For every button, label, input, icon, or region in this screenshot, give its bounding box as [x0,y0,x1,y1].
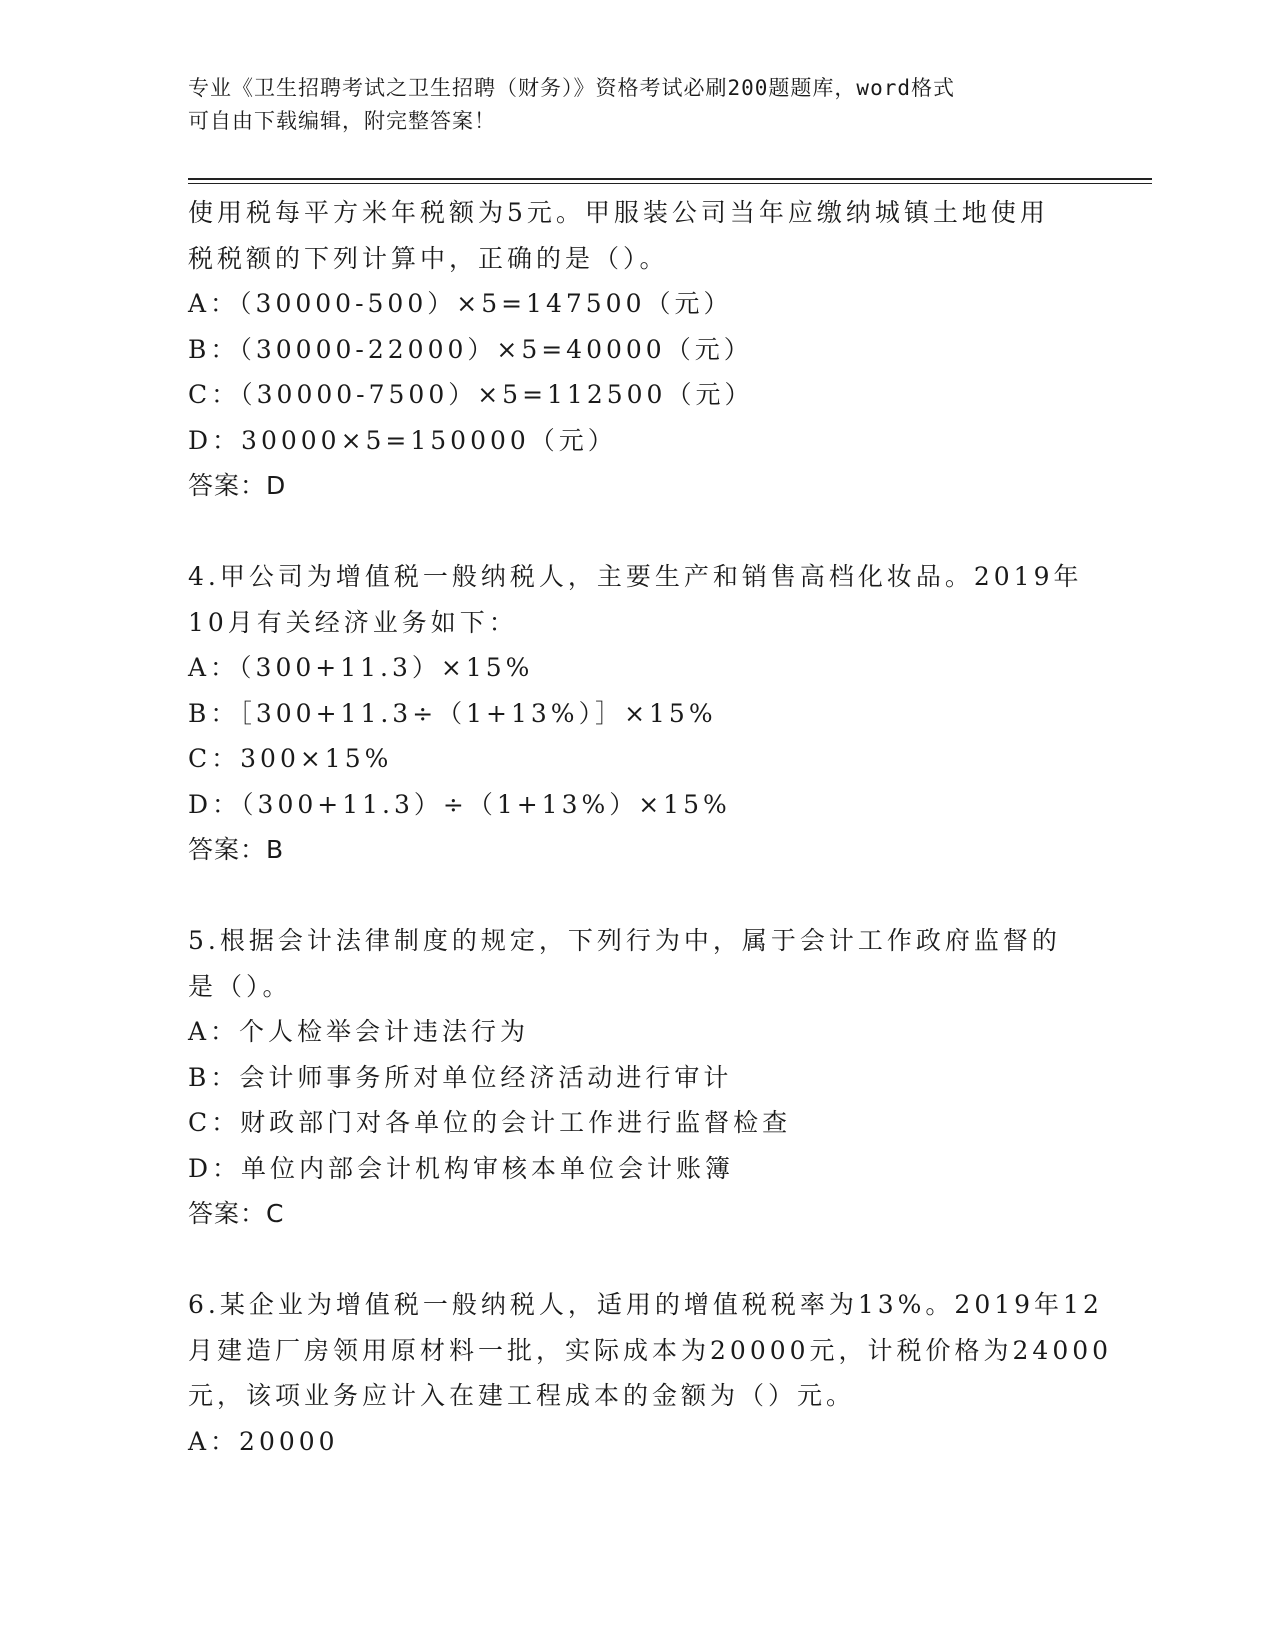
header-divider-thin [188,183,1152,184]
option-d: D：单位内部会计机构审核本单位会计账簿 [188,1153,735,1183]
question-stem-line: 5.根据会计法律制度的规定，下列行为中，属于会计工作政府监督的 [188,926,1061,955]
option-a: A：（30000-500）×5=147500（元） [188,289,733,318]
spacer [188,873,1108,919]
spacer [188,509,1108,555]
question-6 [188,1282,1113,1464]
question-4 [188,554,1108,873]
option-a: A：个人检举会计违法行为 [188,1017,530,1046]
question-stem-line: 10月有关经济业务如下： [188,607,518,637]
header-title-line-1: 专业《卫生招聘考试之卫生招聘（财务）》资格考试必刷200题题库，word格式 [188,76,955,100]
question-stem-line: 月建造厂房领用原材料一批，实际成本为20000元，计税价格为24000 [188,1335,1113,1365]
option-b: B：（30000-22000）×5=40000（元） [188,334,753,364]
header-divider-thick [188,178,1152,180]
option-a: A：（300+11.3）×15% [188,653,534,682]
answer-line: 答案：B [188,835,285,864]
option-c: C：300×15% [188,744,393,773]
option-a: A：20000 [188,1426,339,1456]
option-b: B：［300+11.3÷（1+13%）］×15% [188,698,717,728]
option-c: C：（30000-7500）×5=112500（元） [188,380,754,409]
header-title-line-2: 可自由下载编辑，附完整答案！ [188,109,496,133]
option-b: B：会计师事务所对单位经济活动进行审计 [188,1062,733,1092]
spacer [188,1237,1108,1283]
answer-line: 答案：C [188,1199,285,1228]
document-header [188,72,1068,138]
question-stem-line: 是（）。 [188,971,292,1001]
question-5 [188,918,1108,1237]
question-stem-line: 4.甲公司为增值税一般纳税人，主要生产和销售高档化妆品。2019年 [188,562,1083,591]
question-stem-line: 使用税每平方米年税额为5元。甲服装公司当年应缴纳城镇土地使用 [188,198,1049,227]
question-stem-line: 6.某企业为增值税一般纳税人，适用的增值税税率为13%。2019年12 [188,1290,1103,1319]
option-d: D：（300+11.3）÷（1+13%）×15% [188,789,731,819]
answer-line: 答案：D [188,471,287,500]
question-3 [188,190,1108,509]
option-c: C：财政部门对各单位的会计工作进行监督检查 [188,1108,792,1137]
question-stem-line: 元，该项业务应计入在建工程成本的金额为（）元。 [188,1381,856,1410]
question-stem-line: 税税额的下列计算中，正确的是（）。 [188,243,669,273]
question-list [188,190,1113,1464]
option-d: D：30000×5=150000（元） [188,425,617,455]
